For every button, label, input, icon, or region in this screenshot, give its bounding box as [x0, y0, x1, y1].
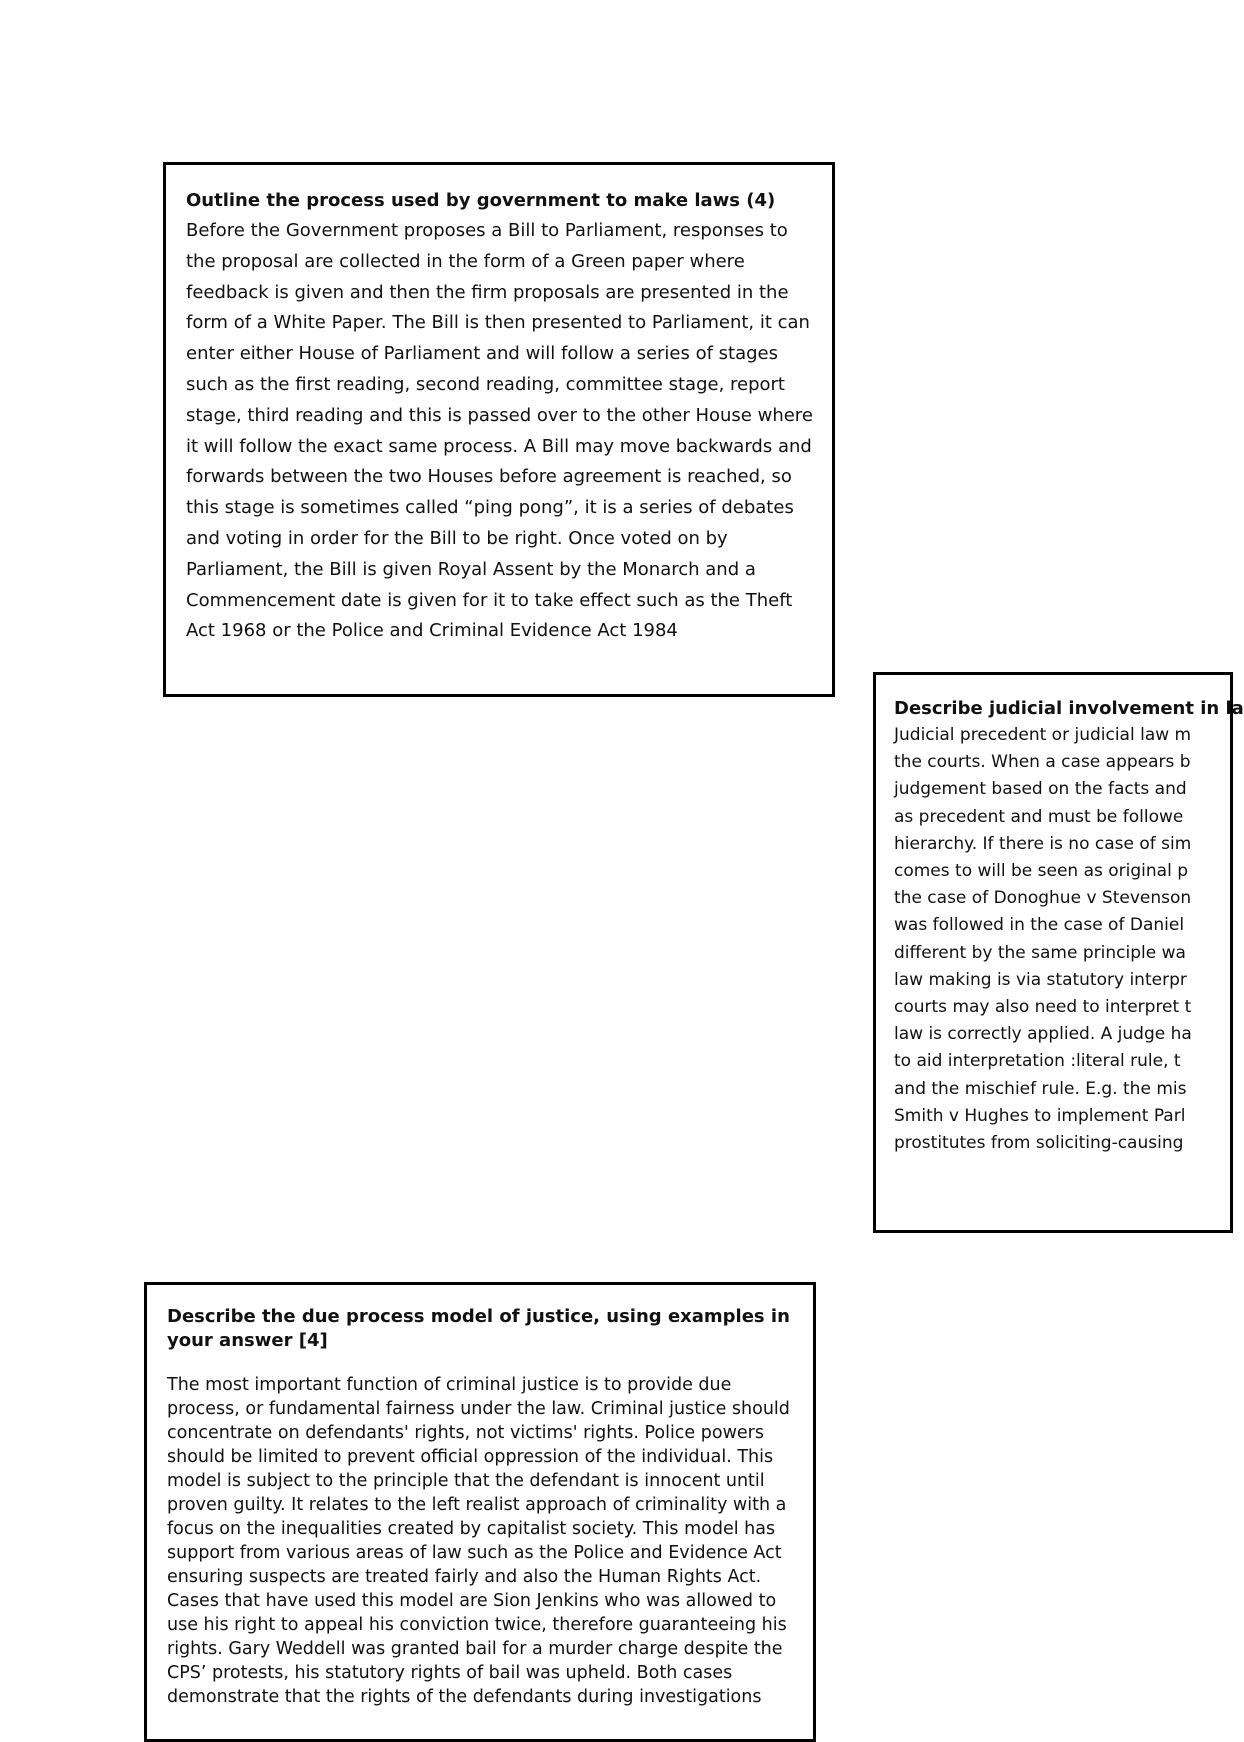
answer-line: prostitutes from soliciting-causing — [894, 1133, 1184, 1154]
answer-line: and the mischief rule. E.g. the mis — [894, 1078, 1187, 1099]
question-heading: Outline the process used by government to make laws (4) — [186, 190, 776, 211]
answer-box-law-making-process — [163, 162, 835, 697]
answer-line: as precedent and must be followe — [894, 806, 1184, 827]
answer-line: Judicial precedent or judicial law m — [894, 725, 1192, 745]
answer-line: hierarchy. If there is no case of sim — [894, 833, 1192, 854]
answer-line: the courts. When a case appears b — [894, 752, 1191, 773]
answer-line: law making is via statutory interpr — [894, 969, 1187, 990]
answer-text: The most important function of criminal justice is to provide due process, or fundamental fairness under the law. Criminal justice should concentrate on defendants' rights, not victims' rights. Police powers should be limited to prevent official oppression of the individual. This model is subject to the principle that the defendant is innocent until proven guilty. It relates to the left realist approach of criminality with a focus on the inequalities created by capitalist society. This model has support from various areas of law such as the Police and Evidence Act ensuring suspects are treated fairly and also the Human Rights Act. Cases that have used this model are Sion Jenkins who was allowed to use his right to appeal his conviction twice, therefore guaranteeing his rights. Gary Weddell was granted bail for a murder charge despite the CPS’ protests, his statutory rights of bail was upheld. Both cases demonstrate that the rights of the defendants during investigations — [167, 1375, 790, 1707]
answer-line: to aid interpretation :literal rule, t — [894, 1051, 1181, 1072]
answer-line: law is correctly applied. A judge ha — [894, 1024, 1192, 1045]
answer-line: was followed in the case of Daniel — [894, 915, 1185, 936]
question-heading: Describe judicial involvement in la — [894, 698, 1244, 719]
answer-line: comes to will be seen as original p — [894, 861, 1188, 882]
answer-line: judgement based on the facts and — [894, 779, 1187, 800]
question-heading: Describe the due process model of justice, using examples in your answer [4] — [167, 1306, 790, 1351]
answer-box-judicial-involvement — [873, 672, 1244, 1233]
answer-line: courts may also need to interpret t — [894, 997, 1192, 1018]
answer-line: Smith v Hughes to implement Parl — [894, 1105, 1186, 1126]
answer-box-due-process-model — [144, 1282, 816, 1742]
answer-text — [894, 722, 1230, 1157]
answer-line: different by the same principle wa — [894, 942, 1186, 963]
answer-text: Before the Government proposes a Bill to Parliament, responses to the proposal are collected in the form of a Green paper where feedback is given and then the firm proposals are presented in the form of a White Paper. The Bill is then presented to Parliament, it can enter either House of Parliament and will follow a series of stages such as the first reading, second reading, committee stage, report stage, third reading and this is passed over to the other House where it will follow the exact same process. A Bill may move backwards and forwards between the two Houses before agreement is reached, so this stage is sometimes called “ping pong”, it is a series of debates and voting in order for the Bill to be right. Once voted on by Parliament, the Bill is given Royal Assent by the Monarch and a Commencement date is given for it to take effect such as the Theft Act 1968 or the Police and Criminal Evidence Act 1984 — [186, 220, 813, 642]
answer-line: the case of Donoghue v Stevenson — [894, 888, 1192, 909]
